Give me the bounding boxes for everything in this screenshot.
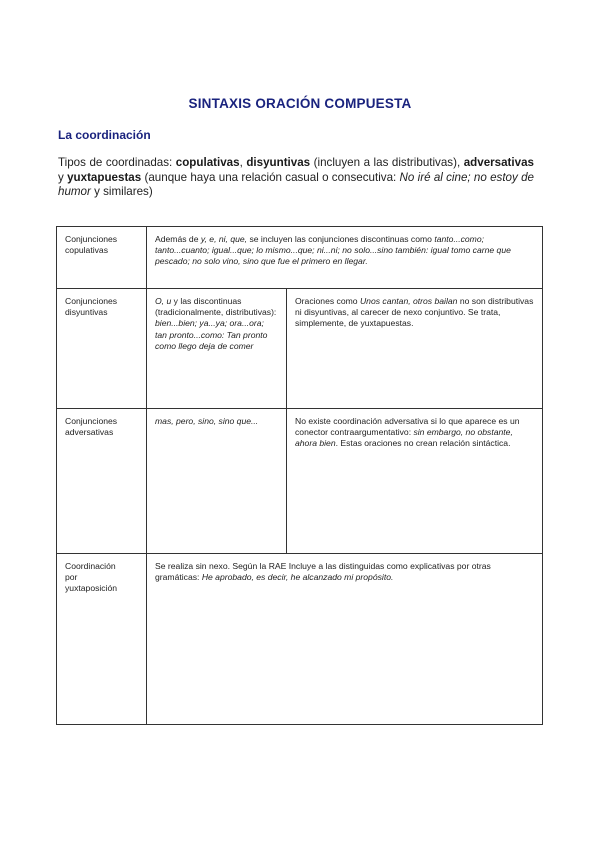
row-label xyxy=(57,289,147,409)
row-content xyxy=(147,554,543,725)
row-label xyxy=(57,409,147,554)
cell-text: Además de xyxy=(155,234,201,244)
cell-text: . Estas oraciones no crean relación sintáctica. xyxy=(335,438,511,449)
page-title: SINTAXIS ORACIÓN COMPUESTA xyxy=(188,96,412,111)
intro-text: (aunque haya una relación casual o consecutiva: xyxy=(141,170,400,184)
row-content xyxy=(147,227,543,289)
row-label-line: yuxtaposición xyxy=(65,583,118,594)
intro-text: Tipos de coordinadas: xyxy=(58,156,176,169)
intro-text: y xyxy=(58,170,68,184)
cell-text: se incluyen las conjunciones discontinuas como xyxy=(247,234,435,244)
cell-italic: Unos cantan, otros bailan xyxy=(359,296,458,306)
table-row xyxy=(57,554,543,725)
cell-italic: mas, pero, sino, sino que... xyxy=(155,416,259,426)
cell-text: Oraciones como xyxy=(295,296,360,306)
row-label-line: Coordinación xyxy=(65,561,116,571)
intro-text: (incluyen a las distributivas), xyxy=(310,156,464,169)
term-disyuntivas: disyuntivas xyxy=(246,156,311,169)
cell-italic: y, e, ni, que, xyxy=(200,234,248,244)
coordination-table xyxy=(56,226,543,725)
cell-italic: O, u xyxy=(155,296,172,306)
row-label xyxy=(57,554,147,725)
term-copulativas: copulativas xyxy=(175,156,240,169)
cell-italic: He aprobado, es decir, he alcanzado mi propósito. xyxy=(201,572,394,583)
row-label-line: adversativas xyxy=(65,427,114,438)
cell-text: No existe coordinación adversativa si lo que aparece es un conector contraargumentativo: xyxy=(295,416,520,438)
row-label-line: Conjunciones xyxy=(65,296,118,306)
table-row xyxy=(57,289,543,409)
row-label-line: copulativas xyxy=(65,245,108,256)
row-content-left xyxy=(147,409,287,554)
row-content-right xyxy=(287,409,543,554)
intro-text: , xyxy=(239,156,247,169)
intro-text: y similares) xyxy=(90,185,153,198)
cell-italic: bien...bien; ya...ya; ora...ora; tan pronto...como: Tan pronto como llego deja de comer xyxy=(155,318,268,351)
row-content-left xyxy=(147,289,287,409)
table-row xyxy=(57,409,543,554)
cell-italic: sin embargo, no obstante, ahora bien xyxy=(295,427,513,449)
row-content-right xyxy=(287,289,543,409)
cell-text: no son distributivas ni disyuntivas, al carecer de nexo conjuntivo. Se trata, simplemente, de yuxtapuestas. xyxy=(295,296,534,329)
section-title: La coordinación xyxy=(58,128,151,142)
intro-paragraph xyxy=(58,156,534,200)
row-label xyxy=(57,227,147,289)
row-label-line: Conjunciones xyxy=(65,416,118,426)
term-adversativas: adversativas xyxy=(463,156,534,169)
cell-text: y las discontinuas (tradicionalmente, distributivas): xyxy=(155,296,277,318)
term-yuxtapuestas: yuxtapuestas xyxy=(67,170,142,184)
row-label-line: Conjunciones xyxy=(65,234,118,244)
cell-italic: tanto...como; tanto...cuanto; igual...que; lo mismo...que; ni...ni; no solo...sino también: igual tomo carne que pescado; no solo vino, sino que fue el primero en llegar. xyxy=(155,234,511,267)
intro-example: No iré al cine; no estoy de humor xyxy=(58,170,534,198)
cell-text: Se realiza sin nexo. Según la RAE Incluye a las distinguidas como explicativas por otras gramáticas: xyxy=(155,561,491,583)
table-row xyxy=(57,227,543,289)
row-label-line: por xyxy=(65,572,78,583)
row-label-line: disyuntivas xyxy=(65,307,108,318)
